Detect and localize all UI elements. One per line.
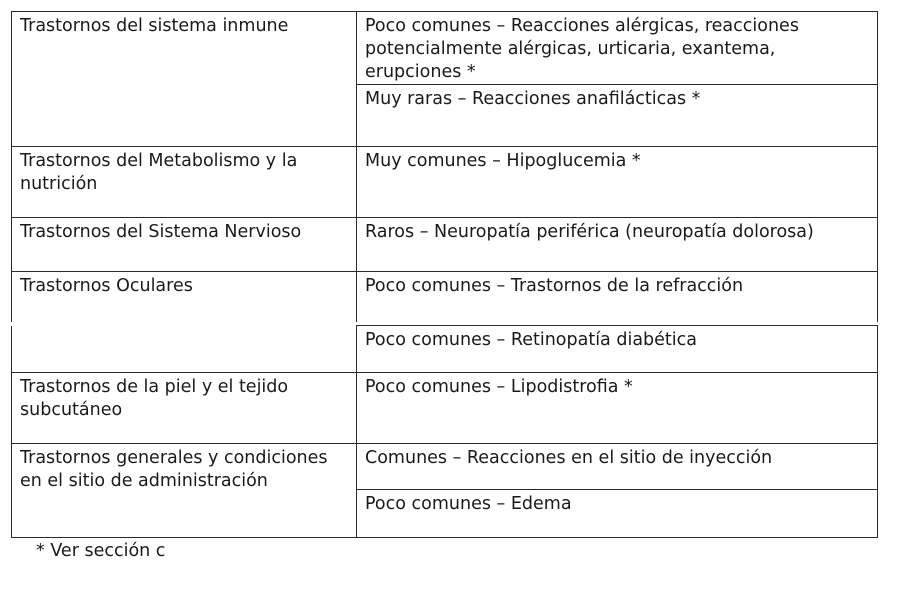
organ-class-cell: Trastornos Oculares bbox=[12, 272, 357, 322]
effect-cell: Muy comunes – Hipoglucemia * bbox=[357, 147, 878, 218]
table-row bbox=[12, 218, 878, 272]
organ-class-cell: Trastornos generales y condiciones en el sitio de administración bbox=[12, 444, 357, 538]
effect-cell: Poco comunes – Retinopatía diabética bbox=[357, 326, 878, 373]
table-row bbox=[12, 373, 878, 444]
effect-cell: Poco comunes – Edema bbox=[357, 490, 878, 538]
adverse-reactions-table-part1 bbox=[11, 11, 878, 322]
organ-class-cell: Trastornos del Sistema Nervioso bbox=[12, 218, 357, 272]
effect-cell: Poco comunes – Trastornos de la refracción bbox=[357, 272, 878, 322]
organ-class-cell: Trastornos del Metabolismo y la nutrición bbox=[12, 147, 357, 218]
effect-cell: Muy raras – Reacciones anafilácticas * bbox=[357, 85, 878, 147]
effect-cell: Poco comunes – Reacciones alérgicas, reacciones potencialmente alérgicas, urticaria, exantema, erupciones * bbox=[357, 12, 878, 85]
effect-cell: Comunes – Reacciones en el sitio de inyección bbox=[357, 444, 878, 490]
organ-class-cell: Trastornos de la piel y el tejido subcutáneo bbox=[12, 373, 357, 444]
organ-class-cell: Trastornos del sistema inmune bbox=[12, 12, 357, 147]
table-row bbox=[12, 12, 878, 85]
effect-cell: Raros – Neuropatía periférica (neuropatía dolorosa) bbox=[357, 218, 878, 272]
table-row bbox=[12, 272, 878, 322]
effect-cell: Poco comunes – Lipodistrofia * bbox=[357, 373, 878, 444]
organ-class-cell-empty bbox=[12, 326, 357, 373]
adverse-reactions-table-part2 bbox=[11, 325, 878, 538]
table-row bbox=[12, 444, 878, 490]
footnote: * Ver sección c bbox=[36, 541, 166, 561]
table-row bbox=[12, 147, 878, 218]
table-row bbox=[12, 326, 878, 373]
